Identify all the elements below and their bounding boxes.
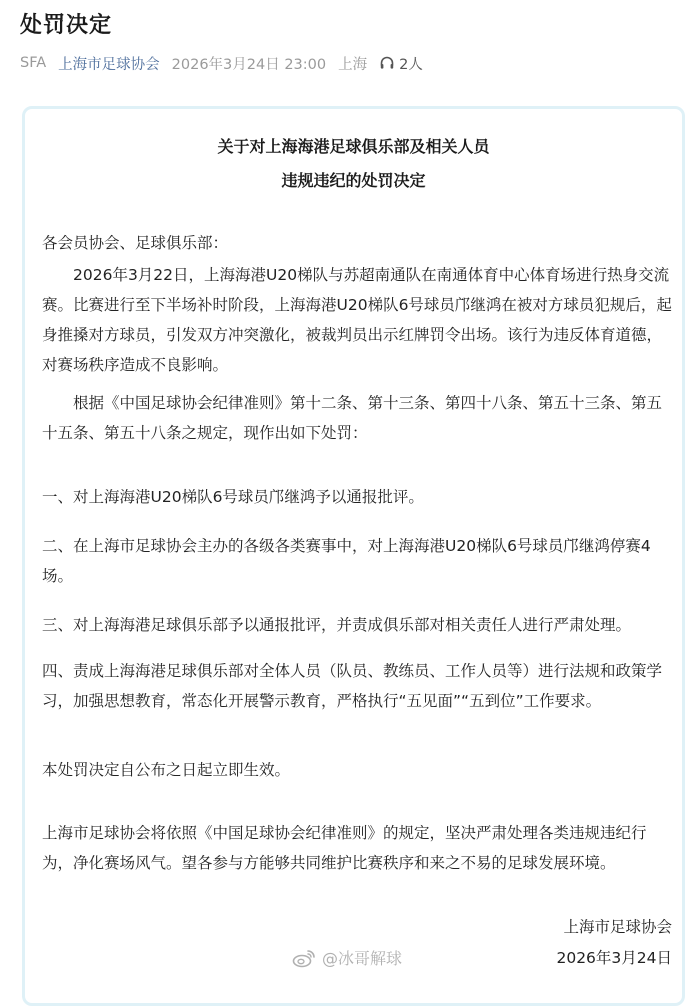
penalty-item-1: 一、对上海海港U20梯队6号球员邝继鸿予以通报批评。 [42,488,424,506]
signature-org: 上海市足球协会 [563,918,672,936]
meta-source-link[interactable]: 上海市足球协会 [58,56,160,73]
penalty-item-2: 二、在上海市足球协会主办的各级各类赛事中，对上海海港U20梯队6号球员邝继鸿停赛4场。 [42,537,651,585]
meta-datetime: 2026年3月24日 23:00 [171,56,327,73]
page-title: 处罚决定 [20,13,113,38]
watermark [292,946,402,969]
closing-statement: 上海市足球协会将依照《中国足球协会纪律准则》的规定，坚决严肃处理各类违规违纪行为，净化赛场风气。望各参与方能够共同维护比赛秩序和来之不易的足球发展环境。 [42,824,647,872]
penalty-item-3: 三、对上海海港足球俱乐部予以通报批评，并责成俱乐部对相关责任人进行严肃处理。 [42,616,632,634]
headphones-icon [379,55,395,71]
meta-tag: SFA [20,55,47,71]
document-title-line2: 违规违纪的处罚决定 [281,171,426,190]
weibo-logo-icon [292,948,316,968]
document-title-line1: 关于对上海海港足球俱乐部及相关人员 [217,137,490,156]
penalty-item-4: 四、责成上海海港足球俱乐部对全体人员（队员、教练员、工作人员等）进行法规和政策学习，加强思想教育，常态化开展警示教育，严格执行“五见面”“五到位”工作要求。 [42,662,663,710]
signature-date: 2026年3月24日 [556,949,672,967]
meta-location: 上海 [338,56,368,73]
article-meta [20,52,423,74]
listen-count-label: 2人 [399,56,423,73]
paragraph-basis: 根据《中国足球协会纪律准则》第十二条、第十三条、第四十八条、第五十三条、第五十五条、第五十八条之规定，现作出如下处罚： [42,394,663,442]
paragraph-incident: 2026年3月22日，上海海港U20梯队与苏超南通队在南通体育中心体育场进行热身交流赛。比赛进行至下半场补时阶段，上海海港U20梯队6号球员邝继鸿在被对方球员犯规后，起身推搡对方球员，引发双方冲突激化，被裁判员出示红牌罚令出场。该行为违反体育道德，对赛场秩序造成不良影响。 [42,266,672,374]
salutation: 各会员协会、足球俱乐部： [42,234,229,252]
listen-count[interactable] [379,53,423,74]
effective-statement: 本处罚决定自公布之日起立即生效。 [42,761,291,779]
watermark-text: @冰哥解球 [322,949,403,968]
